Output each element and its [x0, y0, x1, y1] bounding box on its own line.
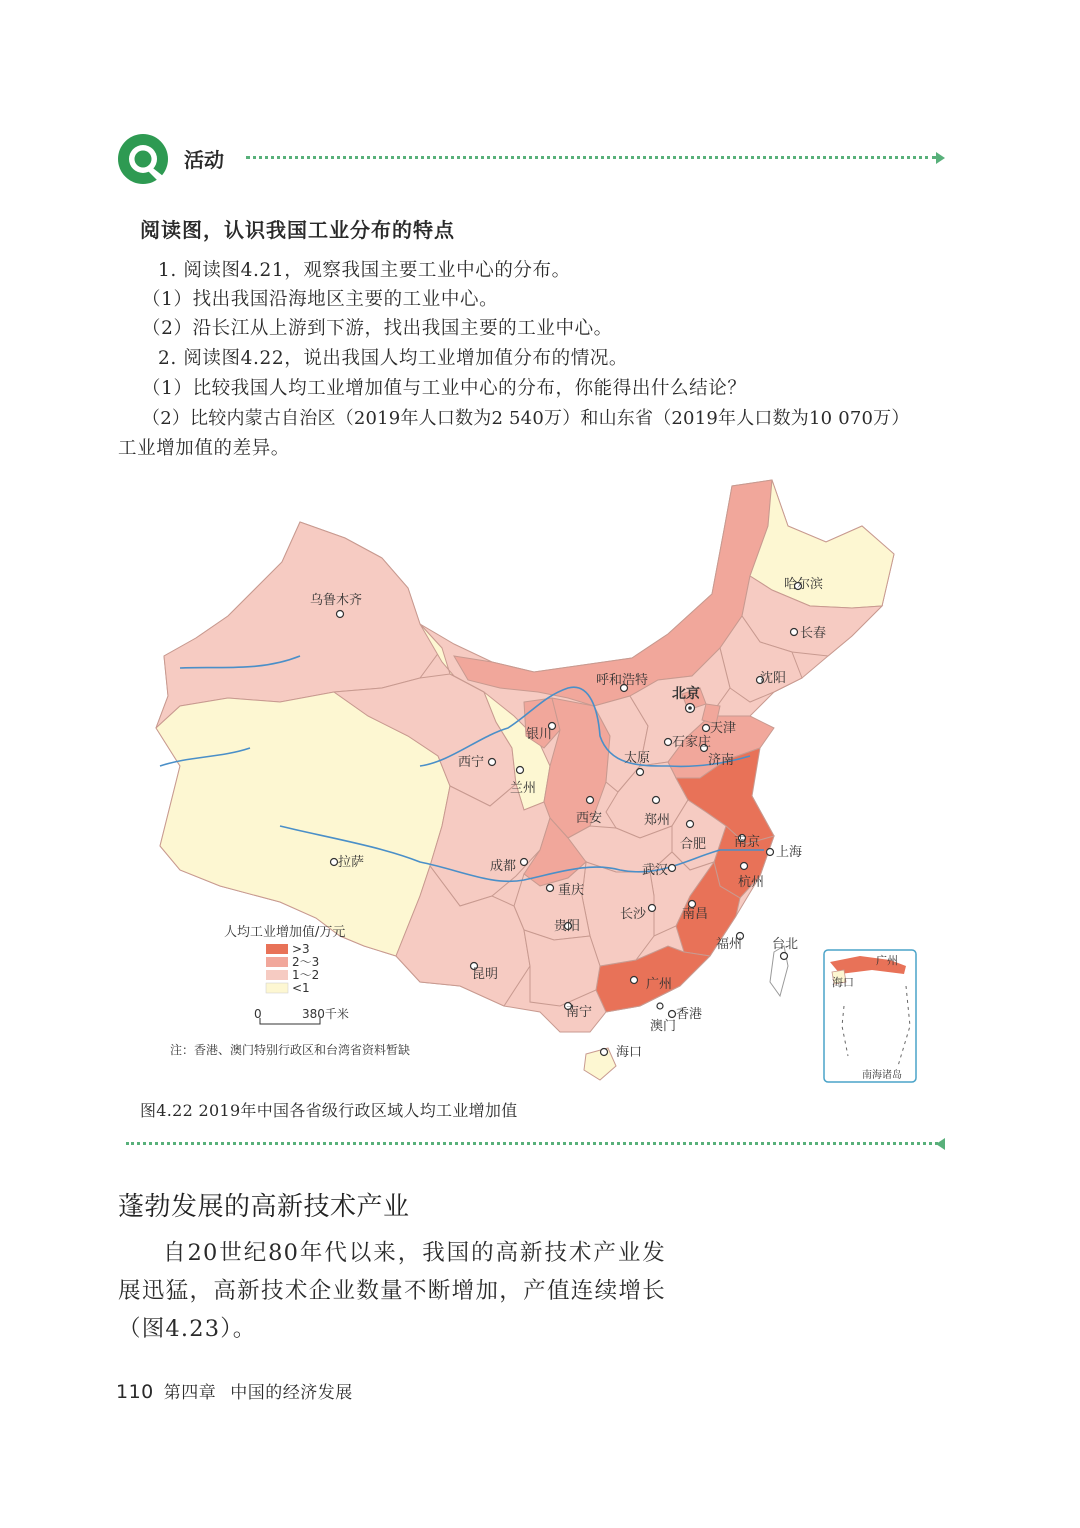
- city-label: 兰州: [510, 781, 537, 796]
- section-title: 蓬勃发展的高新技术产业: [118, 1192, 410, 1222]
- city-label: 合肥: [680, 837, 707, 852]
- inset-label: 南海诸岛: [862, 1070, 902, 1081]
- question-2: 2. 阅读图4.22，说出我国人均工业增加值分布的情况。: [158, 348, 629, 369]
- city-label: 上海: [776, 845, 803, 860]
- capital-dot-icon: [688, 706, 692, 710]
- city-label: 长沙: [620, 907, 647, 922]
- activity-title: 活动: [184, 148, 224, 172]
- city-label: 福州: [716, 937, 743, 952]
- legend-swatch: [266, 983, 288, 993]
- activity-lead: 阅读图，认识我国工业分布的特点: [140, 218, 455, 242]
- question-1: 1. 阅读图4.21，观察我国主要工业中心的分布。: [158, 260, 571, 281]
- city-label: 杭州: [738, 875, 765, 890]
- city-label: 昆明: [472, 967, 499, 982]
- legend-swatch: [266, 944, 288, 954]
- legend-label: 2～3: [292, 955, 320, 969]
- city-label: 台北: [772, 937, 799, 952]
- question-1-1: （1）找出我国沿海地区主要的工业中心。: [142, 289, 499, 310]
- question-2-2: （2）比较内蒙古自治区（2019年人口数为2 540万）和山东省（2019年人口数为10 070万）: [142, 408, 910, 429]
- city-label: 澳门: [650, 1019, 677, 1034]
- question-2-1: （1）比较我国人均工业增加值与工业中心的分布，你能得出什么结论？: [142, 378, 747, 399]
- legend-label: 1～2: [292, 968, 320, 982]
- city-label: 济南: [708, 753, 735, 768]
- footer-title: 中国的经济发展: [230, 1383, 353, 1403]
- scale-zero: 0: [254, 1007, 262, 1021]
- city-label: 北京: [672, 686, 700, 702]
- scale-length: 380千米: [302, 1007, 349, 1021]
- city-label: 太原: [624, 751, 651, 766]
- footer-chapter: 第四章: [163, 1383, 217, 1403]
- city-label: 武汉: [642, 863, 669, 878]
- page-number: 110: [116, 1381, 154, 1403]
- city-label: 海口: [616, 1045, 643, 1060]
- city-label: 长春: [800, 626, 827, 641]
- activity-bottom-divider: [126, 1142, 938, 1145]
- city-label: 西安: [576, 811, 603, 826]
- figure-caption: 图4.22 2019年中国各省级行政区域人均工业增加值: [140, 1101, 518, 1120]
- city-label: 重庆: [558, 883, 585, 898]
- city-label: 香港: [676, 1007, 703, 1022]
- activity-top-divider: [246, 156, 936, 159]
- city-label: 南宁: [566, 1005, 593, 1020]
- legend-label: <1: [292, 981, 310, 995]
- city-label: 南京: [734, 835, 761, 850]
- china-industry-map: [120, 466, 960, 1086]
- city-label: 郑州: [644, 813, 671, 828]
- divider-arrow-right-icon: [936, 152, 945, 164]
- city-label: 沈阳: [760, 671, 787, 686]
- map-legend: [224, 924, 345, 995]
- city-label: 石家庄: [672, 735, 712, 750]
- inset-city-label: 广州: [876, 954, 898, 967]
- map-scale-bar: [254, 1006, 349, 1024]
- activity-icon: [116, 132, 170, 186]
- city-label: 贵阳: [554, 919, 581, 934]
- city-label: 广州: [646, 977, 673, 992]
- city-label: 成都: [490, 859, 517, 874]
- city-label: 银川: [526, 727, 553, 742]
- inset-city-label: 海口: [832, 976, 854, 989]
- question-1-2: （2）沿长江从上游到下游，找出我国主要的工业中心。: [142, 318, 613, 339]
- legend-swatch: [266, 970, 288, 980]
- city-label: 西宁: [458, 755, 485, 770]
- legend-label: >3: [292, 942, 310, 956]
- city-label: 南昌: [682, 907, 709, 922]
- city-label: 天津: [710, 721, 737, 736]
- section-body: 自20世纪80年代以来，我国的高新技术产业发展迅猛，高新技术企业数量不断增加，产值连续增长（图4.23）。: [118, 1240, 666, 1342]
- map-inset-south-china-sea: [824, 950, 916, 1082]
- city-label: 乌鲁木齐: [310, 593, 363, 608]
- city-label: 哈尔滨: [784, 577, 824, 592]
- city-label: 呼和浩特: [596, 673, 649, 688]
- page-footer: [116, 1378, 353, 1403]
- divider-arrow-left-icon: [936, 1138, 945, 1150]
- question-2-2-cont: 工业增加值的差异。: [118, 438, 290, 459]
- legend-title: 人均工业增加值/万元: [224, 925, 346, 940]
- city-label: 拉萨: [338, 855, 365, 870]
- legend-swatch: [266, 957, 288, 967]
- map-note: 注：香港、澳门特别行政区和台湾省资料暂缺: [170, 1043, 411, 1057]
